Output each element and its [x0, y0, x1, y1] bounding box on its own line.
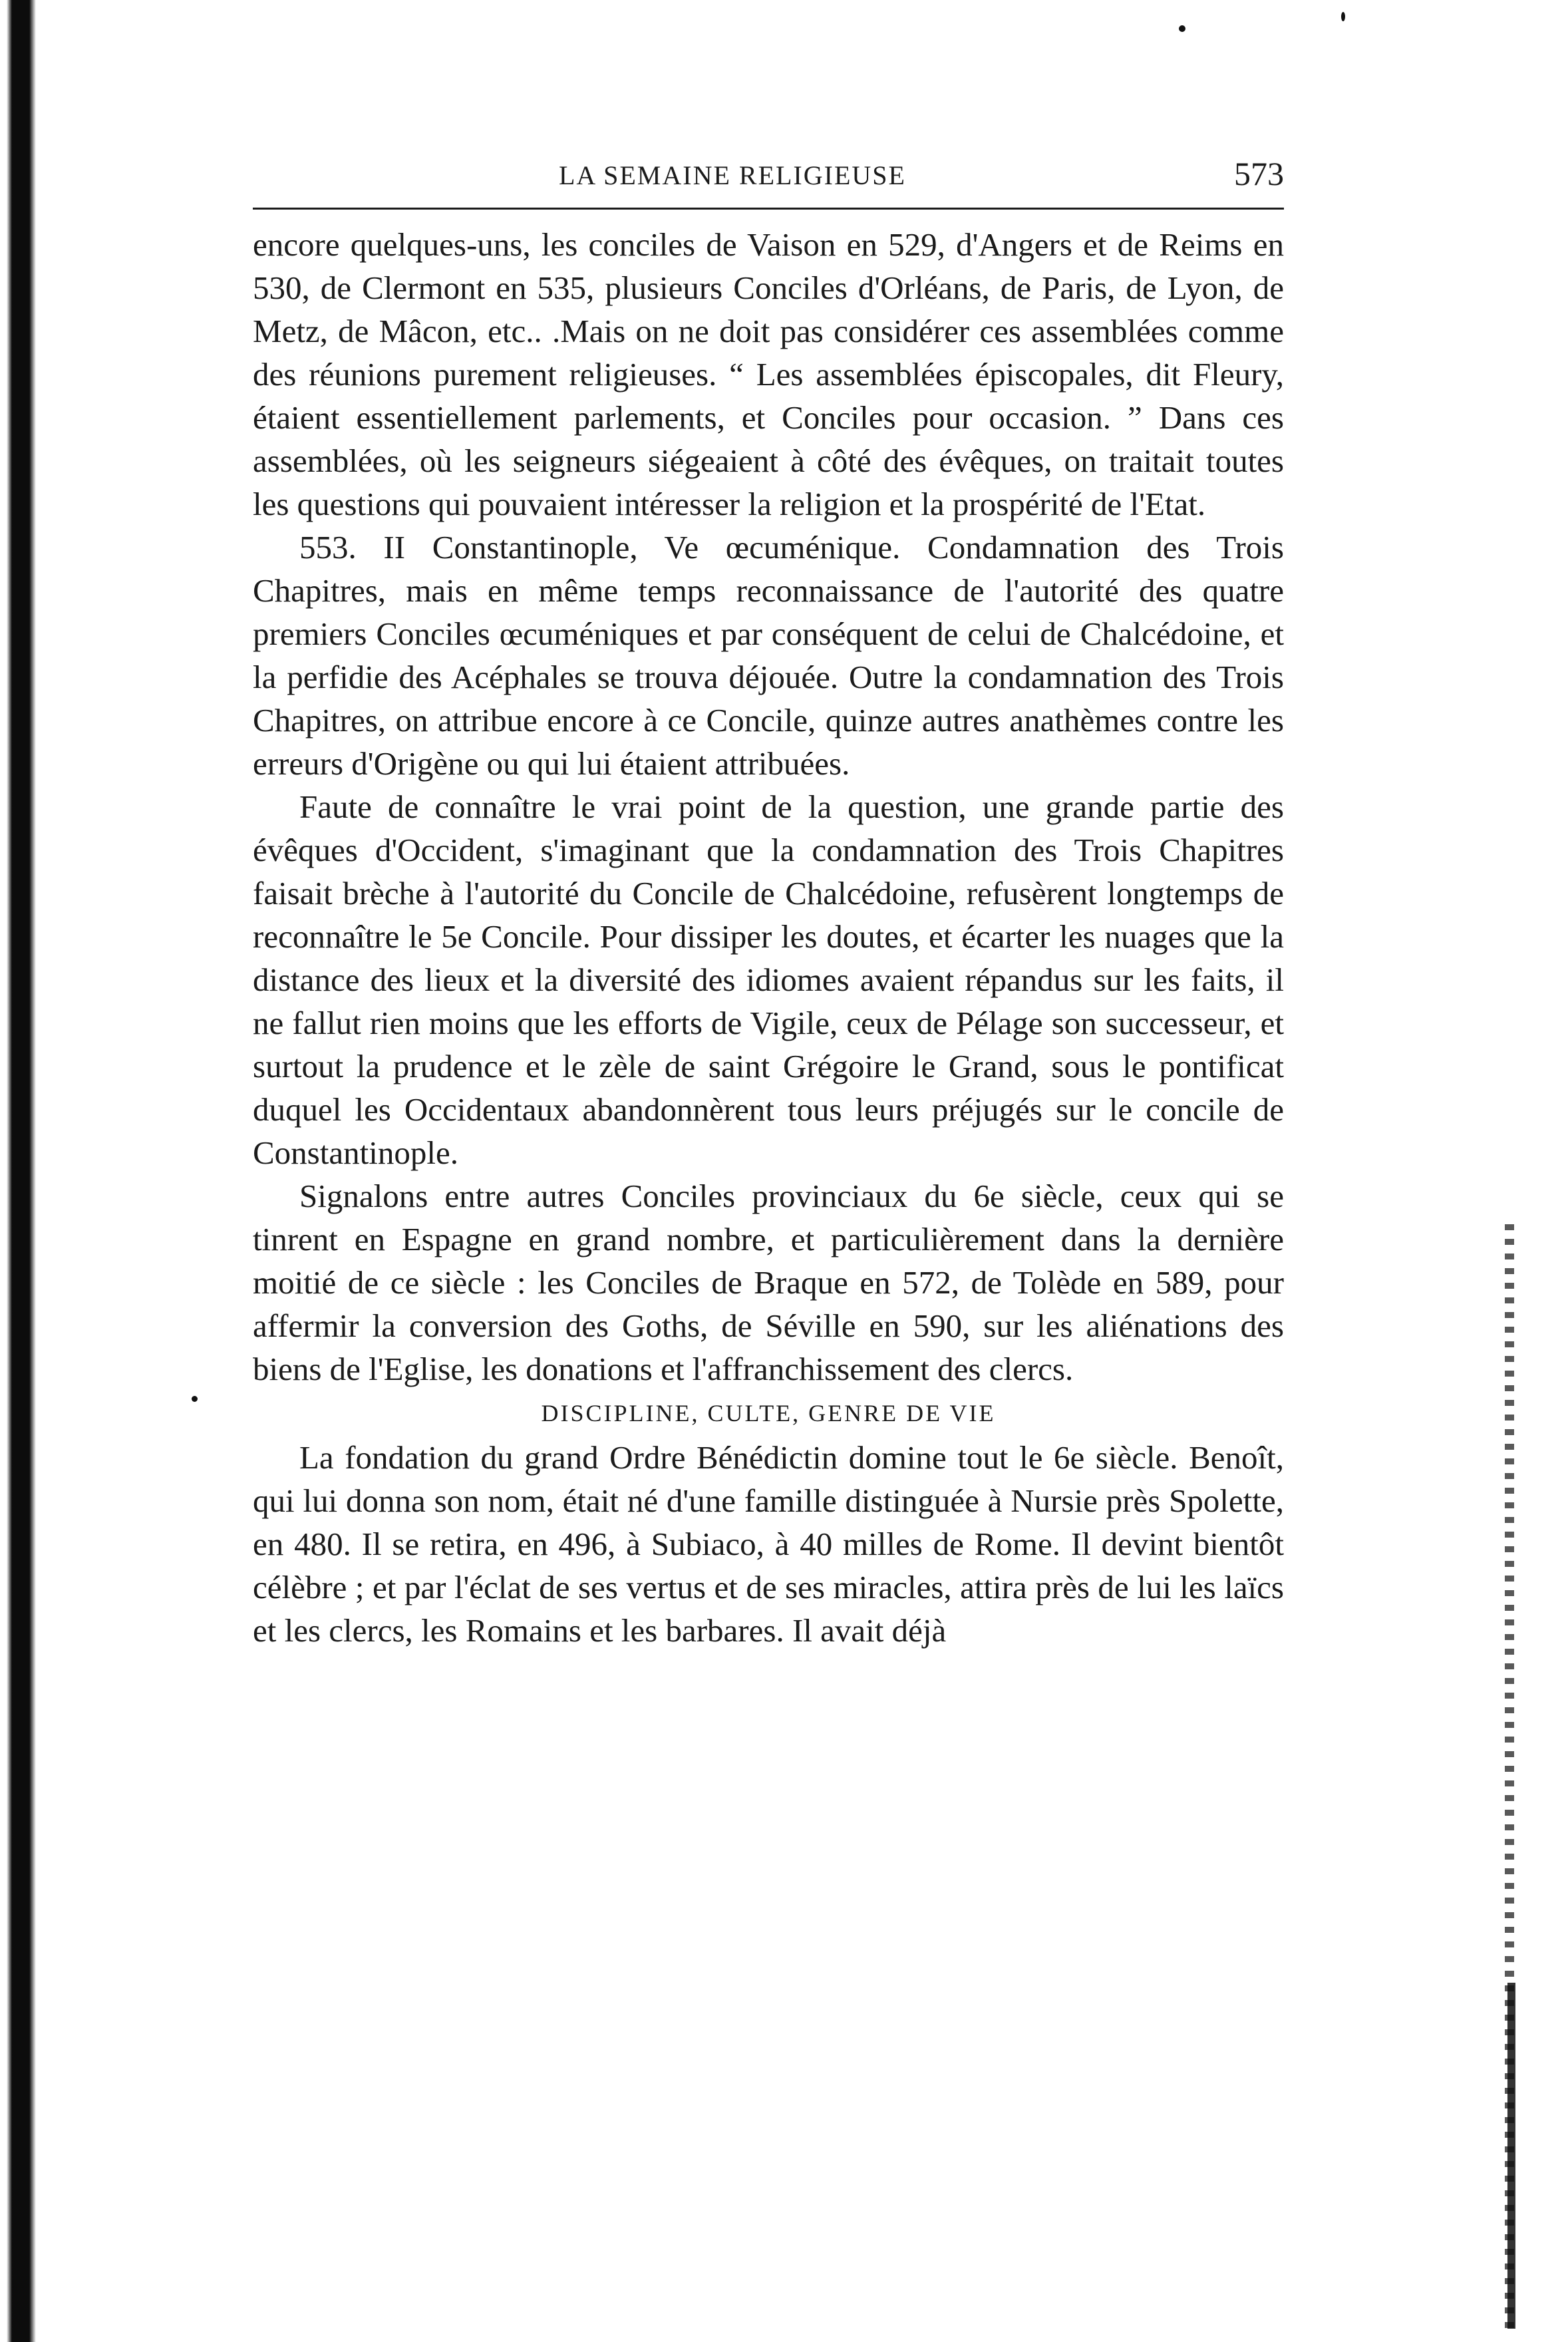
body-text — [253, 223, 1284, 1652]
page — [253, 146, 1284, 1652]
paragraph: 553. II Constantinople, Ve œcuménique. Condamnation des Trois Chapitres, mais en même temps reconnaissance de l'autorité des quatre premiers Conciles œcuméniques et par conséquent de celui de Chalcédoine, et la perfidie des Acéphales se trouva déjouée. Outre la condamnation des Trois Chapitres, on attribue encore à ce Concile, quinze autres anathèmes contre les erreurs d'Origène ou qui lui étaient attribuées. — [253, 529, 1284, 782]
running-head — [253, 146, 1284, 210]
running-title: LA SEMAINE RELIGIEUSE — [559, 160, 906, 190]
section-heading: DISCIPLINE, CULTE, GENRE DE VIE — [541, 1400, 996, 1426]
scan-speck — [1179, 25, 1185, 32]
paragraph: encore quelques-uns, les conciles de Vaison en 529, d'Angers et de Reims en 530, de Clermont en 535, plusieurs Conciles d'Orléans, de Paris, de Lyon, de Metz, de Mâcon, etc.. .Mais on ne doit pas considérer ces assemblées comme des réunions purement religieuses. “ Les assemblées épiscopales, dit Fleury, étaient essentiellement parlements, et Conciles pour occasion. ” Dans ces assemblées, où les seigneurs siégeaient à côté des évêques, on traitait toutes les questions qui pouvaient intéresser la religion et la prospérité de l'Etat. — [253, 226, 1284, 522]
paragraph: Signalons entre autres Conciles provinciaux du 6e siècle, ceux qui se tinrent en Espagne en grand nombre, et particulièrement dans la dernière moitié de ce siècle : les Conciles de Braque en 572, de Tolède en 589, pour affermir la conversion des Goths, de Séville en 590, sur les aliénations des biens de l'Eglise, les donations et l'affranchissement des clercs. — [253, 1178, 1284, 1387]
page-edge-shadow — [1507, 1983, 1515, 2329]
paragraph: La fondation du grand Ordre Bénédictin domine tout le 6e siècle. Benoît, qui lui donna son nom, était né d'une famille distinguée à Nursie près Spolette, en 480. Il se retira, en 496, à Subiaco, à 40 milles de Rome. Il devint bientôt célèbre ; et par l'éclat de ses vertus et de ses miracles, attira près de lui les laïcs et les clercs, les Romains et les barbares. Il avait déjà — [253, 1439, 1284, 1649]
scan-speck — [1341, 12, 1345, 21]
page-number: 573 — [1234, 155, 1284, 192]
binding-edge — [0, 0, 100, 2342]
paragraph: Faute de connaître le vrai point de la question, une grande partie des évêques d'Occident, s'imaginant que la condamnation des Trois Chapitres faisait brèche à l'autorité du Concile de Chalcédoine, refusèrent longtemps de reconnaître le 5e Concile. Pour dissiper les doutes, et écarter les nuages que la distance des lieux et la diversité des idiomes avaient répandus sur les faits, il ne fallut rien moins que les efforts de Vigile, ceux de Pélage son successeur, et surtout la prudence et le zèle de saint Grégoire le Grand, sous le pontificat duquel les Occidentaux abandonnèrent tous leurs préjugés sur le concile de Constantinople. — [253, 788, 1284, 1171]
scan-speck — [192, 1396, 198, 1402]
